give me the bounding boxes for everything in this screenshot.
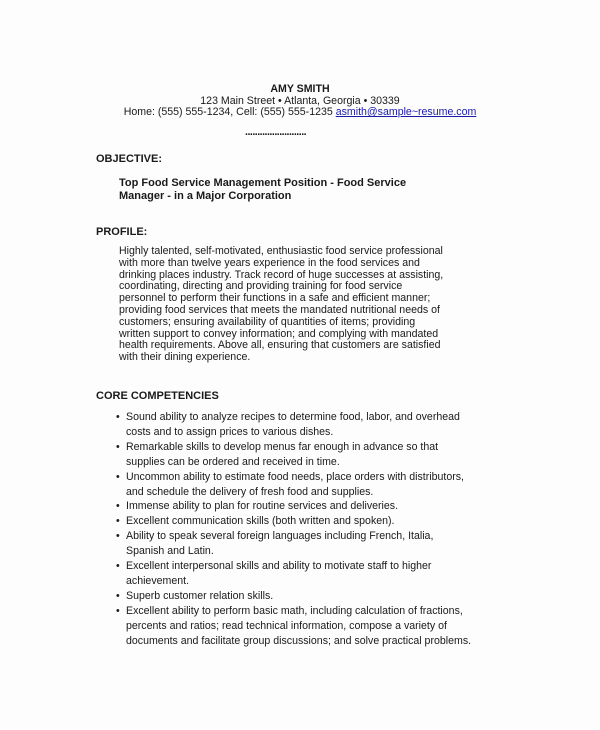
item-line: • Excellent ability to perform basic math, including calculation of fractions,: [126, 604, 463, 617]
separator: .........................: [245, 126, 307, 138]
list-item: [116, 559, 471, 589]
list-item: [116, 604, 471, 649]
objective-line: Top Food Service Management Position - Food Service: [119, 177, 407, 189]
item-line: percents and ratios; read technical information, compose a variety of: [126, 619, 447, 632]
item-line: costs and to assign prices to various dishes.: [126, 425, 334, 438]
contact-line: [0, 106, 600, 118]
profile-line: written support to convey information; and complying with mandated: [119, 327, 439, 340]
item-line: • Superb customer relation skills.: [126, 589, 274, 602]
profile-line: Highly talented, self-motivated, enthusiastic food service professional: [119, 245, 443, 257]
profile-line: coordinating, directing and providing training for food service: [119, 280, 403, 293]
email-link[interactable]: asmith@sample~resume.com: [335, 106, 477, 118]
list-item: [116, 529, 471, 559]
objective-line: Manager - in a Major Corporation: [119, 189, 292, 202]
item-line: Spanish and Latin.: [126, 545, 214, 558]
list-item: [116, 410, 471, 440]
address: 123 Main Street • Atlanta, Georgia • 30339: [200, 95, 400, 107]
item-line: supplies can be ordered and received in time.: [126, 455, 340, 468]
item-line: • Excellent communication skills (both written and spoken).: [126, 515, 395, 528]
profile-text: [119, 246, 443, 364]
item-line: • Remarkable skills to develop menus far enough in advance so that: [126, 440, 439, 453]
phone-numbers: Home: (555) 555-1234, Cell: (555) 555-1235: [123, 106, 333, 118]
candidate-name: AMY SMITH: [270, 83, 330, 95]
item-line: achievement.: [126, 574, 190, 587]
item-line: • Ability to speak several foreign languages including French, Italia,: [126, 530, 434, 543]
profile-line: with more than twelve years experience in the food services and: [119, 256, 420, 269]
item-line: • Sound ability to analyze recipes to determine food, labor, and overhead: [126, 411, 460, 423]
core-competencies-heading: CORE COMPETENCIES: [96, 390, 219, 402]
profile-line: health requirements. Above all, ensuring that customers are satisfied: [119, 339, 441, 352]
list-item: [116, 499, 471, 514]
profile-line: customers; ensuring availability of quantities of items; providing: [119, 315, 416, 328]
profile-line: drinking places industry. Track record of huge successes at assisting,: [119, 268, 444, 281]
profile-line: with their dining experience.: [119, 351, 251, 364]
item-line: documents and facilitate group discussions; and solve practical problems.: [126, 634, 472, 647]
core-competencies-list: [116, 410, 471, 649]
list-item: [116, 440, 471, 470]
profile-heading: PROFILE:: [96, 226, 148, 238]
profile-line: providing food services that meets the mandated nutritional needs of: [119, 303, 440, 316]
list-item: [116, 514, 471, 529]
objective-heading: OBJECTIVE:: [96, 153, 163, 165]
profile-line: personnel to perform their functions in a safe and efficient manner;: [119, 292, 431, 305]
list-item: [116, 470, 471, 500]
item-line: and schedule the delivery of fresh food and supplies.: [126, 485, 374, 498]
item-line: • Immense ability to plan for routine services and deliveries.: [126, 500, 399, 513]
objective-text: [119, 177, 406, 202]
item-line: • Excellent interpersonal skills and ability to motivate staff to higher: [126, 560, 432, 573]
list-item: [116, 589, 471, 604]
item-line: • Uncommon ability to estimate food needs, place orders with distributors,: [126, 470, 464, 483]
